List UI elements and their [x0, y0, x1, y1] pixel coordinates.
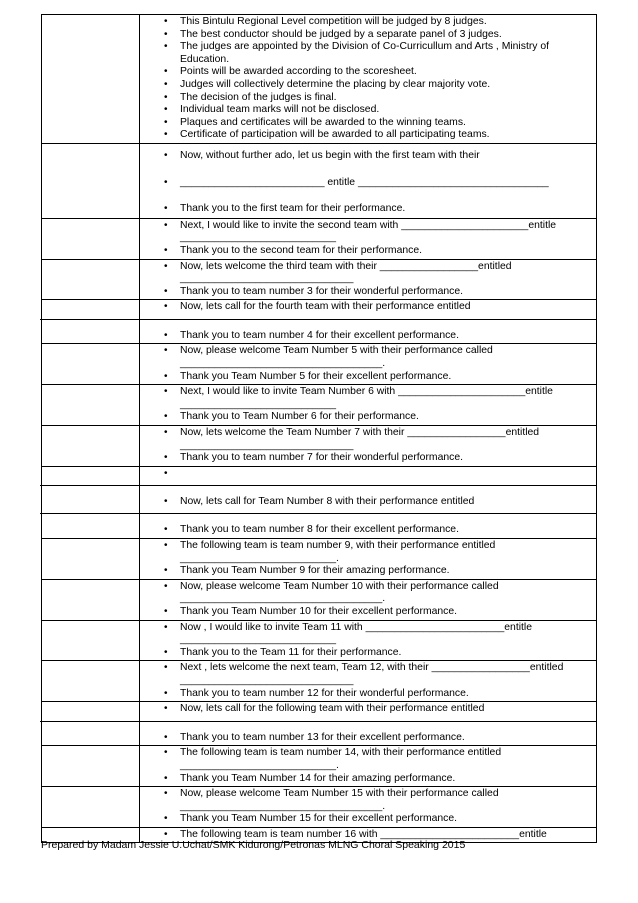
left-cell	[42, 300, 140, 344]
list-item: • Thank you to team number 4 for their excellent performance.	[180, 330, 592, 343]
content-cell	[140, 385, 597, 426]
list-item: • Thank you to the Team 11 for their performance.	[180, 647, 592, 660]
list-item: • Next , lets welcome the next team, Team 12, with their _________________entitled ______________________________	[180, 662, 592, 687]
list-item: • The following team is team number 16 with ________________________entitle	[180, 829, 592, 842]
blank-line	[40, 721, 596, 722]
page-footer: Prepared by Madam Jessie U.Uchat/SMK Kidurong/Petronas MLNG Choral Speaking 2015	[41, 839, 466, 851]
table-row	[42, 579, 597, 620]
list-item: • Judges will collectively determine the placing by clear majority vote.	[180, 79, 592, 92]
list-item	[180, 468, 592, 480]
left-cell	[42, 344, 140, 385]
blank-line	[40, 485, 596, 486]
content-cell	[140, 344, 597, 385]
content-cell	[140, 426, 597, 467]
list-item: • Now, lets call for Team Number 8 with their performance entitled	[180, 496, 592, 509]
table-row	[42, 15, 597, 144]
left-cell	[42, 143, 140, 218]
bullet-list	[140, 15, 596, 143]
list-item: • Now, lets call for the following team with their performance entitled	[180, 703, 592, 716]
left-cell	[42, 385, 140, 426]
list-item: • The best conductor should be judged by a separate panel of 3 judges.	[180, 29, 592, 42]
list-item: • This Bintulu Regional Level competition will be judged by 8 judges.	[180, 16, 592, 29]
script-table	[41, 14, 597, 843]
table-row	[42, 385, 597, 426]
list-item: • Points will be awarded according to the scoresheet.	[180, 66, 592, 79]
table-row	[42, 787, 597, 828]
table-row	[42, 466, 597, 538]
content-cell	[140, 466, 597, 538]
table-row	[42, 702, 597, 746]
left-cell	[42, 15, 140, 144]
table-row	[42, 426, 597, 467]
content-cell	[140, 143, 597, 218]
content-cell	[140, 787, 597, 828]
left-cell	[42, 218, 140, 259]
left-cell	[42, 539, 140, 580]
list-item: • Thank you to team number 13 for their excellent performance.	[180, 732, 592, 745]
list-item: • Thank you to team number 3 for their wonderful performance.	[180, 286, 592, 299]
table-row	[42, 259, 597, 300]
list-item: • The decision of the judges is final.	[180, 92, 592, 105]
content-cell	[140, 702, 597, 746]
table-row	[42, 746, 597, 787]
table-row	[42, 218, 597, 259]
list-item: • Thank you to the first team for their performance.	[180, 203, 592, 216]
list-item: • Thank you to the second team for their performance.	[180, 245, 592, 258]
left-cell	[42, 620, 140, 661]
list-item: • Thank you to team number 12 for their wonderful performance.	[180, 688, 592, 701]
content-cell	[140, 746, 597, 787]
left-cell	[42, 579, 140, 620]
list-item: • Thank you to team number 7 for their wonderful performance.	[180, 452, 592, 465]
content-cell	[140, 661, 597, 702]
left-cell	[42, 787, 140, 828]
list-item: • Now, please welcome Team Number 15 with their performance called ___________________________________.	[180, 788, 592, 813]
left-cell	[42, 702, 140, 746]
list-item: • Plaques and certificates will be awarded to the winning teams.	[180, 117, 592, 130]
blank-line	[40, 513, 596, 514]
left-cell	[42, 426, 140, 467]
left-cell	[42, 746, 140, 787]
table-row	[42, 300, 597, 344]
content-cell	[140, 300, 597, 344]
table-row	[42, 661, 597, 702]
list-item: • Now, lets call for the fourth team with their performance entitled	[180, 301, 592, 314]
list-item: • The following team is team number 14, with their performance entitled ___________________________.	[180, 747, 592, 772]
list-item: • Now, please welcome Team Number 5 with their performance called ___________________________________.	[180, 345, 592, 370]
list-item: • Thank you to Team Number 6 for their performance.	[180, 411, 592, 424]
content-cell	[140, 620, 597, 661]
table-row	[42, 539, 597, 580]
list-item: • Now, lets welcome the third team with their _________________entitled ______________________________	[180, 261, 592, 286]
left-cell	[42, 661, 140, 702]
list-item: • The following team is team number 9, with their performance entitled ___________________________.	[180, 540, 592, 565]
content-cell	[140, 259, 597, 300]
list-item: • Now, lets welcome the Team Number 7 with their _________________entitled ______________________________	[180, 427, 592, 452]
list-item: • Thank you to team number 8 for their excellent performance.	[180, 524, 592, 537]
list-item: • Individual team marks will not be disclosed.	[180, 104, 592, 117]
list-item: • Thank you Team Number 15 for their excellent performance.	[180, 813, 592, 826]
list-item: • Next, I would like to invite Team Number 6 with ______________________entitle ___________________________	[180, 386, 592, 411]
list-item: • _________________________ entitle _________________________________	[180, 177, 592, 190]
content-cell	[140, 579, 597, 620]
content-cell	[140, 15, 597, 144]
list-item: • Now, without further ado, let us begin with the first team with their	[180, 150, 592, 163]
list-item: • Thank you Team Number 9 for their amazing performance.	[180, 565, 592, 578]
table-row	[42, 143, 597, 218]
list-item: • Thank you Team Number 5 for their excellent performance.	[180, 371, 592, 384]
list-item: • Thank you Team Number 14 for their amazing performance.	[180, 773, 592, 786]
content-cell	[140, 218, 597, 259]
blank-line	[40, 319, 596, 320]
left-cell	[42, 259, 140, 300]
list-item: • Now, please welcome Team Number 10 with their performance called ___________________________________.	[180, 581, 592, 606]
list-item: • Thank you Team Number 10 for their excellent performance.	[180, 606, 592, 619]
list-item: • The judges are appointed by the Division of Co-Curricullum and Arts , Ministry of Education.	[180, 41, 592, 66]
left-cell	[42, 466, 140, 538]
table-row	[42, 620, 597, 661]
list-item: • Certificate of participation will be awarded to all participating teams.	[180, 129, 592, 142]
list-item: • Next, I would like to invite the second team with ______________________entitle ___________________________	[180, 220, 592, 245]
content-cell	[140, 539, 597, 580]
list-item: • Now , I would like to invite Team 11 with ________________________entitle ___________________________	[180, 622, 592, 647]
table-row	[42, 344, 597, 385]
